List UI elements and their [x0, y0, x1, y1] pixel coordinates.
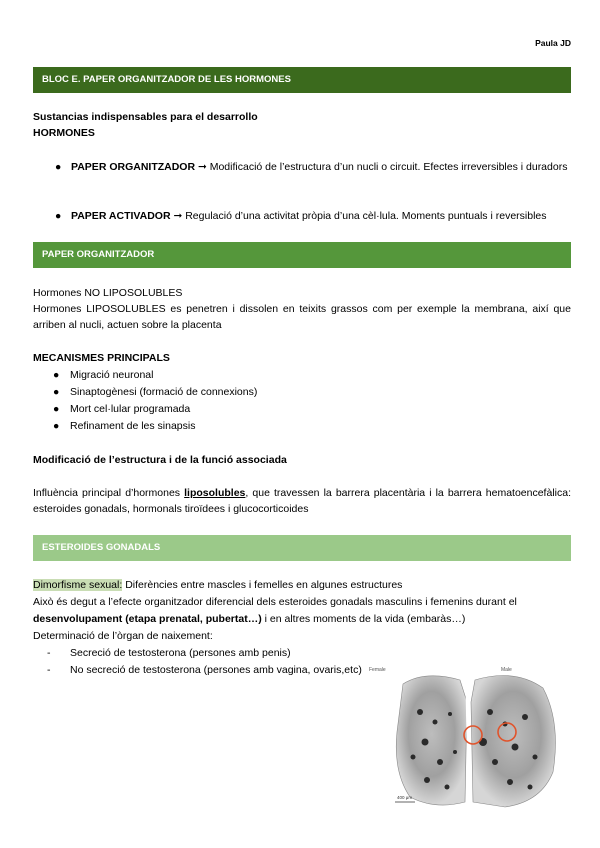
determinacio-title: Determinació de l’òrgan de naixement: [33, 630, 213, 642]
no-liposolubles-label: Hormones NO LIPOSOLUBLES [33, 287, 183, 299]
list-item-text: Migració neuronal [70, 369, 154, 381]
dash-marker: - [47, 647, 51, 659]
role-term: PAPER ACTIVADOR [71, 210, 171, 222]
intro-line-2: HORMONES [33, 127, 95, 139]
arrow-icon: ➞ [197, 161, 207, 173]
female-label: Female [369, 667, 386, 673]
modificacio-title: Modificació de l’estructura i de la funció associada [33, 454, 287, 466]
role-item-organitzador [33, 159, 571, 191]
explanation-bold: desenvolupament (etapa prenatal, pubertat…) [33, 613, 262, 625]
male-label: Male [501, 667, 512, 673]
bullet-dot: ● [55, 161, 62, 173]
influencia-term: liposolubles [184, 487, 246, 499]
midline [467, 682, 469, 807]
dimorfisme-text: Diferències entre mascles i femelles en algunes estructures [122, 579, 403, 591]
author-name: Paula JD [535, 38, 571, 48]
bullet-dot: ● [55, 210, 62, 222]
bullet-dot: ● [53, 403, 60, 415]
role-text: Modificació de l’estructura d’un nucli o circuit. Efectes irreversibles i duradors [209, 161, 568, 173]
arrow-icon: ➞ [173, 210, 183, 222]
bullet-dot: ● [53, 420, 60, 432]
female-section [396, 676, 467, 805]
influencia-text-after: , que travessen la barrera placentària i la barrera hematoencefàlica: esteroides gonadals, hormonals tiroïdees i glucocorticoides [33, 487, 571, 515]
scale-label: 400 μm [397, 795, 413, 800]
influencia-paragraph [33, 485, 571, 517]
list-item-text: Secreció de testosterona (persones amb penis) [70, 647, 291, 659]
dimorfisme-label: Dimorfisme sexual: [33, 579, 123, 591]
brain-section-figure [365, 662, 575, 812]
explanation-line-2 [33, 611, 571, 627]
dimorfisme-line [33, 577, 571, 593]
mecanismes-title: MECANISMES PRINCIPALS [33, 352, 170, 364]
bullet-dot: ● [53, 386, 60, 398]
dash-marker: - [47, 664, 51, 676]
list-item-text: Refinament de les sinapsis [70, 420, 196, 432]
role-text: Regulació d’una activitat pròpia d’una cèl·lula. Moments puntuals i reversibles [185, 210, 547, 222]
liposolubles-paragraph: Hormones LIPOSOLUBLES es penetren i dissolen en teixits grassos com per exemple la membrana, així que arriben al nucli, actuen sobre la placenta [33, 303, 571, 331]
section-header-esteroides: ESTEROIDES GONADALS [33, 535, 571, 561]
list-item-text: No secreció de testosterona (persones amb vagina, ovaris,etc) [70, 664, 362, 676]
intro-line-1: Sustancias indispensables para el desarrollo [33, 111, 258, 123]
role-term: PAPER ORGANITZADOR [71, 161, 196, 173]
section-header-organitzador: PAPER ORGANITZADOR [33, 242, 571, 268]
section-header-bloc: BLOC E. PAPER ORGANITZADOR DE LES HORMONES [33, 67, 571, 93]
list-item-text: Mort cel·lular programada [70, 403, 191, 415]
influencia-text-before: Influència principal d’hormones [33, 487, 185, 499]
explanation-paragraph: Això és degut a l’efecte organitzador diferencial dels esteroides gonadals masculins i femenins durant el [33, 596, 517, 608]
list-item-text: Sinaptogènesi (formació de connexions) [70, 386, 258, 398]
explanation-rest: i en altres moments de la vida (embaràs…) [261, 613, 466, 625]
bullet-dot: ● [53, 369, 60, 381]
